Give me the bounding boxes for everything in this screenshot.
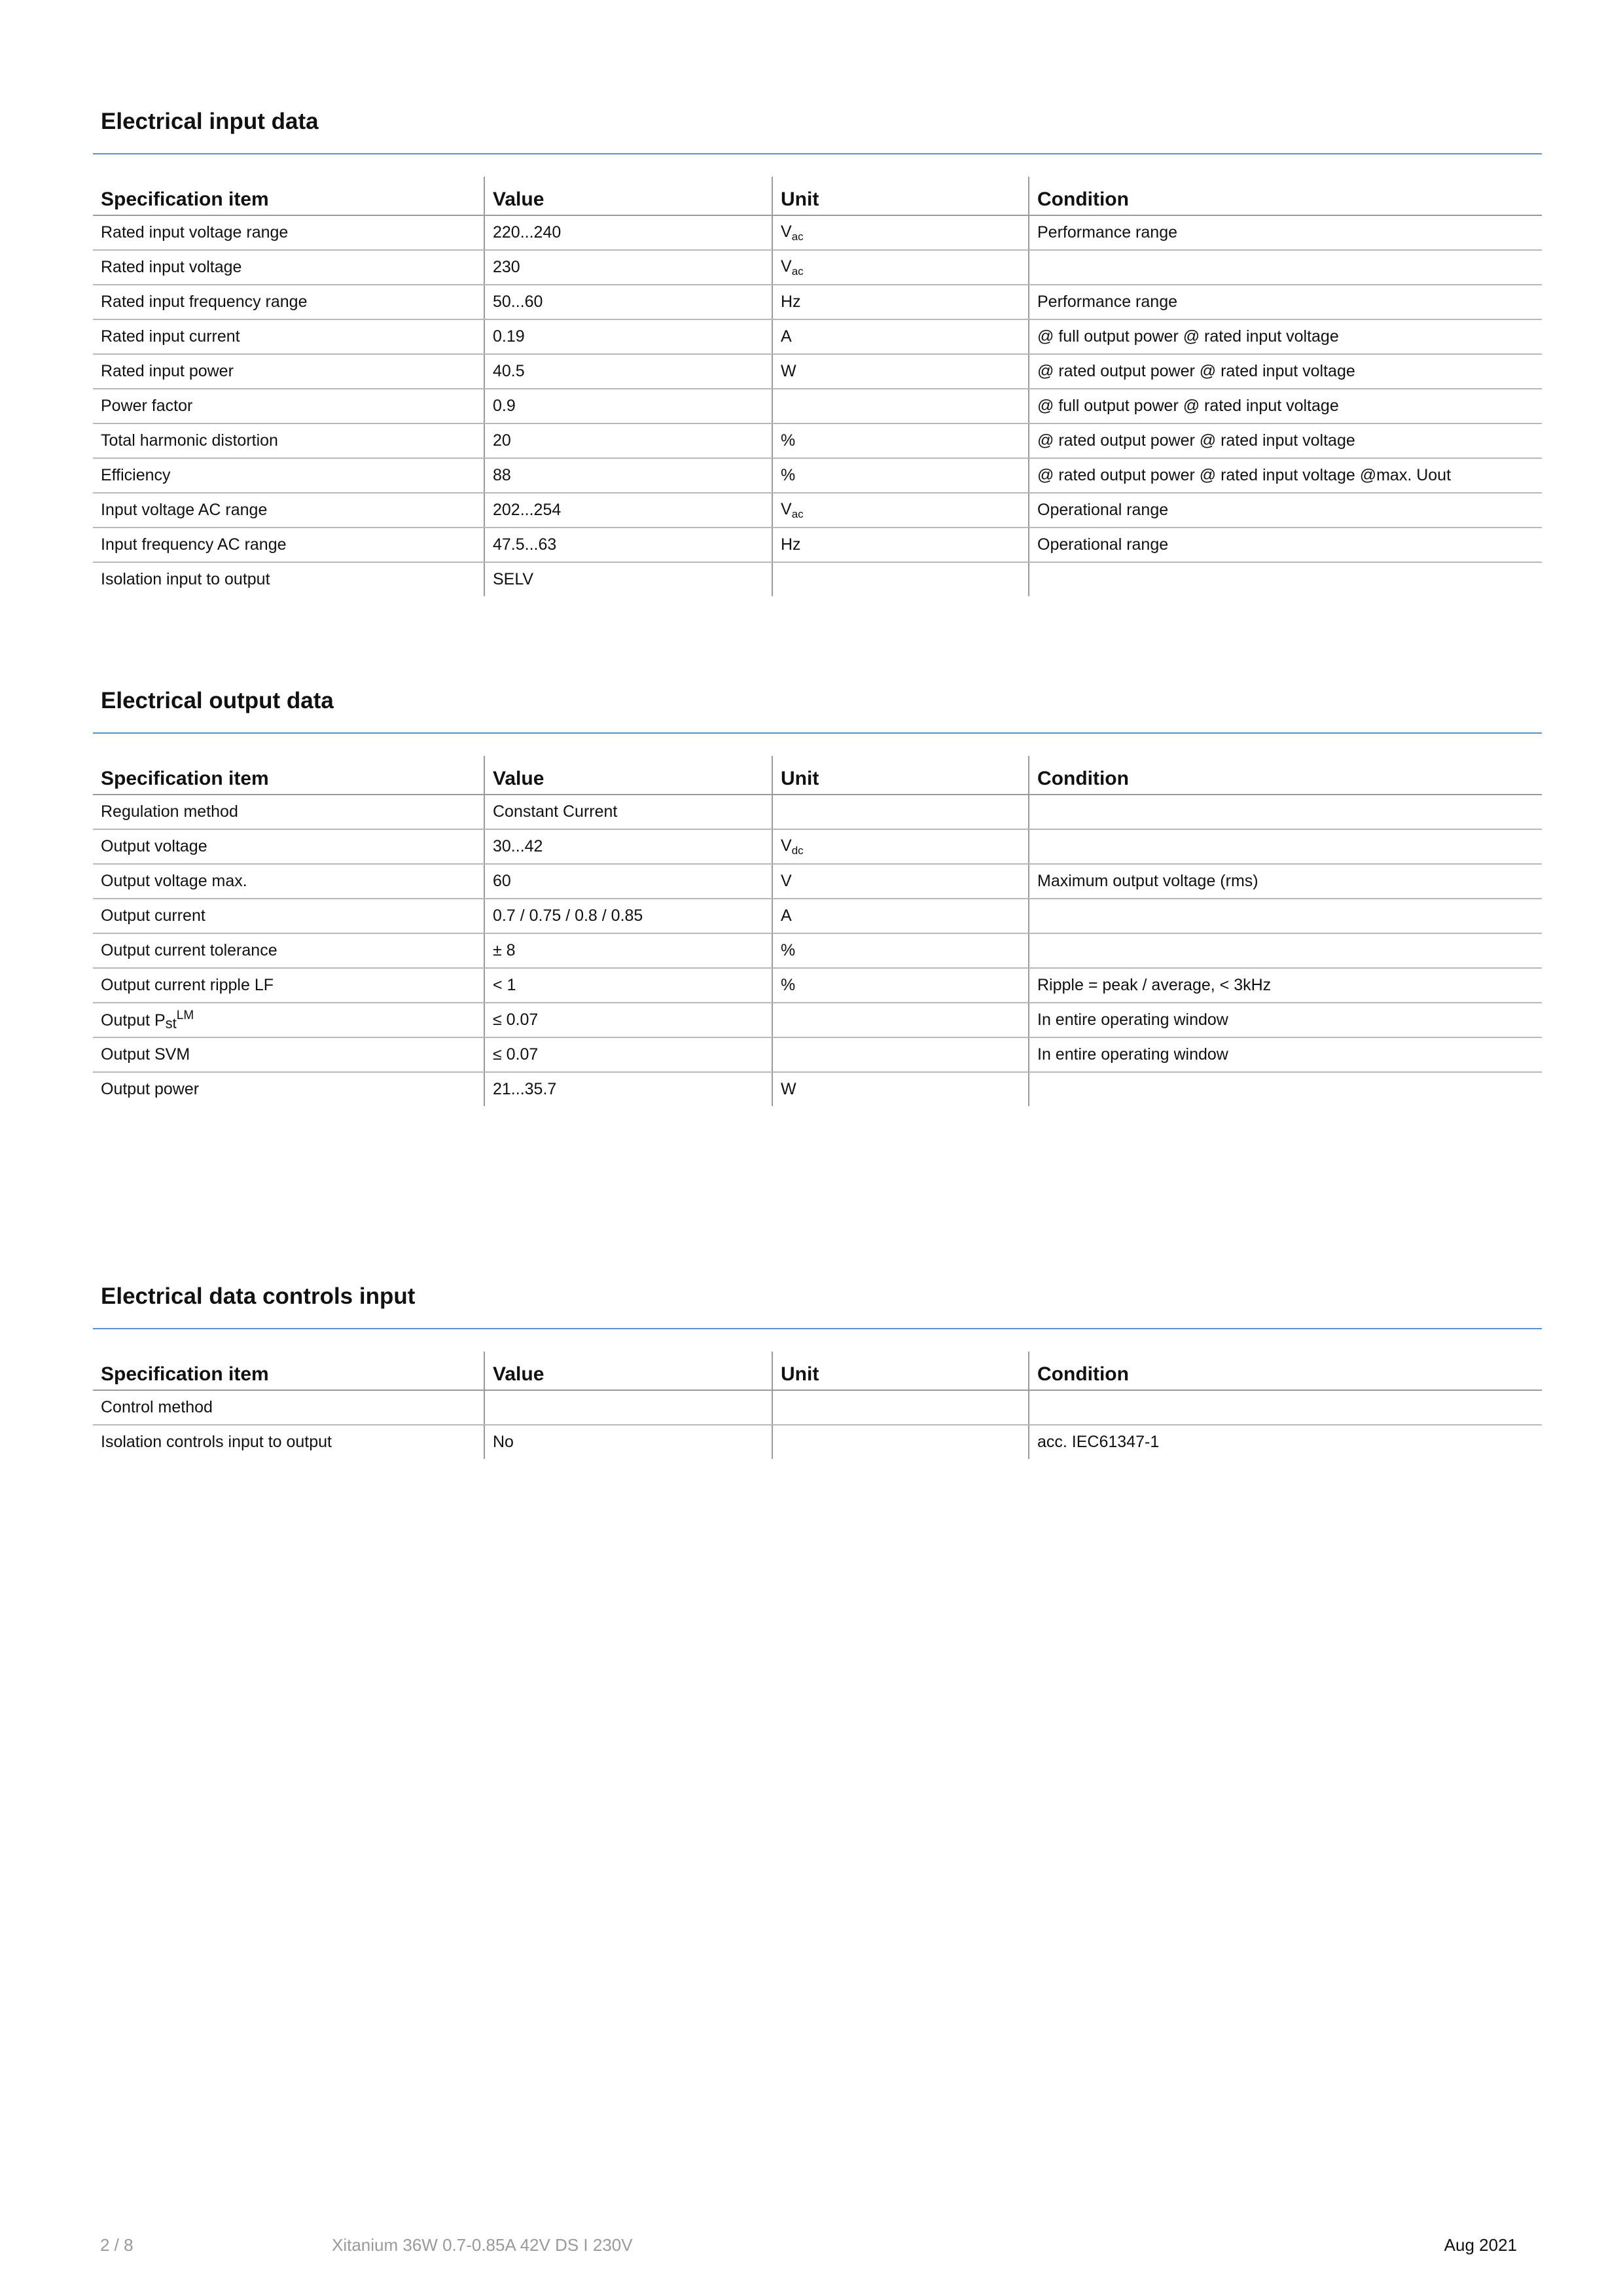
cell-value: ≤ 0.07 [484,1003,772,1037]
cell-value: 20 [484,423,772,458]
cell-condition: @ full output power @ rated input voltage [1029,389,1542,423]
spec-item-text: Control method [101,1398,213,1416]
cell-value: < 1 [484,968,772,1003]
unit-subscript: ac [791,230,804,243]
unit-symbol: V [781,222,792,241]
section-title: Electrical input data [101,109,319,134]
cell-unit [772,493,1029,528]
cell-condition [1029,795,1542,829]
spec-item-text: Rated input power [101,362,234,380]
cell-value: No [484,1425,772,1459]
cell-value: 0.9 [484,389,772,423]
table-row [93,795,1542,829]
cell-value: 47.5...63 [484,528,772,562]
cell-unit [772,528,1029,562]
table-row [93,458,1542,493]
cell-spec-item [93,968,484,1003]
cell-spec-item [93,319,484,354]
spec-item-text: Output current ripple LF [101,976,274,994]
cell-unit [772,795,1029,829]
cell-value [484,1390,772,1425]
unit-subscript: dc [791,844,804,857]
cell-condition: Performance range [1029,215,1542,250]
unit-symbol: V [781,257,792,276]
unit-symbol: % [781,431,796,450]
cell-unit [772,215,1029,250]
cell-condition [1029,1390,1542,1425]
header-spec-item: Specification item [93,1352,484,1390]
table-row [93,528,1542,562]
unit-symbol: V [781,836,792,855]
cell-condition: @ full output power @ rated input voltage [1029,319,1542,354]
cell-unit [772,562,1029,596]
cell-spec-item [93,528,484,562]
spec-item-superscript: LM [176,1008,194,1022]
table-row [93,1390,1542,1425]
cell-value: 50...60 [484,285,772,319]
cell-value: 88 [484,458,772,493]
unit-symbol: % [781,941,796,960]
spec-item-text: Isolation controls input to output [101,1433,332,1451]
table-row [93,319,1542,354]
page-number: 2 / 8 [100,2235,134,2255]
header-value: Value [484,1352,772,1390]
spec-item-text: Output power [101,1080,200,1098]
cell-unit [772,1003,1029,1037]
spec-item-text: Rated input frequency range [101,293,308,311]
unit-symbol: W [781,362,796,380]
cell-condition: Operational range [1029,528,1542,562]
cell-spec-item [93,423,484,458]
cell-condition: Operational range [1029,493,1542,528]
spec-item-text: Rated input current [101,327,240,346]
cell-spec-item [93,795,484,829]
cell-unit [772,389,1029,423]
spec-item-text: Efficiency [101,466,171,484]
spec-item-subscript: st [165,1014,177,1031]
header-value: Value [484,756,772,795]
table-header-row [93,1352,1542,1390]
spec-item-text: Power factor [101,397,193,415]
cell-spec-item [93,250,484,285]
cell-value: 0.19 [484,319,772,354]
cell-spec-item [93,899,484,933]
spec-item-text: Output voltage [101,837,207,855]
table-row [93,1072,1542,1106]
cell-unit [772,829,1029,864]
cell-condition: In entire operating window [1029,1003,1542,1037]
cell-value: 0.7 / 0.75 / 0.8 / 0.85 [484,899,772,933]
section-title: Electrical data controls input [101,1283,416,1309]
spec-item-text: Output P [101,1011,166,1030]
cell-condition: Maximum output voltage (rms) [1029,864,1542,899]
cell-spec-item [93,1072,484,1106]
unit-subscript: ac [791,264,804,278]
cell-condition [1029,1072,1542,1106]
unit-symbol: A [781,906,792,925]
cell-value: 202...254 [484,493,772,528]
cell-unit [772,968,1029,1003]
cell-condition: Performance range [1029,285,1542,319]
cell-spec-item [93,1037,484,1072]
spec-item-text: Output voltage max. [101,872,247,890]
cell-spec-item [93,1003,484,1037]
unit-symbol: V [781,499,792,518]
cell-spec-item [93,562,484,596]
section-title: Electrical output data [101,688,334,713]
cell-condition: Ripple = peak / average, < 3kHz [1029,968,1542,1003]
cell-value: 60 [484,864,772,899]
cell-spec-item [93,493,484,528]
table-header-row [93,177,1542,215]
cell-condition: In entire operating window [1029,1037,1542,1072]
spec-item-text: Regulation method [101,802,238,821]
table-row [93,423,1542,458]
product-name: Xitanium 36W 0.7-0.85A 42V DS I 230V [332,2235,633,2255]
header-condition: Condition [1029,756,1542,795]
cell-condition [1029,562,1542,596]
unit-symbol: V [781,872,792,890]
cell-spec-item [93,1425,484,1459]
unit-symbol: W [781,1080,796,1098]
header-unit: Unit [772,177,1029,215]
table-header-row [93,756,1542,795]
cell-unit [772,250,1029,285]
cell-unit [772,1037,1029,1072]
header-condition: Condition [1029,1352,1542,1390]
table-row [93,389,1542,423]
spec-item-text: Output current [101,906,205,925]
header-unit: Unit [772,756,1029,795]
cell-unit [772,864,1029,899]
section-divider [93,1328,1542,1329]
cell-spec-item [93,389,484,423]
cell-spec-item [93,829,484,864]
section-electrical-input [93,105,1542,602]
unit-symbol: A [781,327,792,346]
spec-item-text: Total harmonic distortion [101,431,278,450]
header-value: Value [484,177,772,215]
spec-table [93,177,1542,596]
section-controls-input [93,1280,1542,1489]
spec-item-text: Output current tolerance [101,941,277,960]
cell-condition: @ rated output power @ rated input voltage [1029,354,1542,389]
cell-value: 30...42 [484,829,772,864]
cell-spec-item [93,864,484,899]
cell-unit [772,1072,1029,1106]
table-row [93,1037,1542,1072]
cell-value: ± 8 [484,933,772,968]
cell-spec-item [93,458,484,493]
table-row [93,250,1542,285]
header-condition: Condition [1029,177,1542,215]
spec-item-text: Input voltage AC range [101,501,268,519]
cell-condition [1029,829,1542,864]
cell-condition: acc. IEC61347-1 [1029,1425,1542,1459]
table-row [93,215,1542,250]
cell-unit [772,899,1029,933]
cell-unit [772,933,1029,968]
cell-condition [1029,250,1542,285]
header-spec-item: Specification item [93,756,484,795]
section-electrical-output [93,684,1542,1129]
spec-table [93,756,1542,1106]
cell-unit [772,319,1029,354]
unit-symbol: % [781,976,796,994]
cell-unit [772,1425,1029,1459]
table-row [93,968,1542,1003]
cell-spec-item [93,1390,484,1425]
cell-condition [1029,933,1542,968]
spec-item-text: Rated input voltage range [101,223,289,242]
table-row [93,933,1542,968]
unit-subscript: ac [791,507,804,520]
table-row [93,1425,1542,1459]
cell-spec-item [93,285,484,319]
cell-condition [1029,899,1542,933]
table-row [93,285,1542,319]
cell-value: 220...240 [484,215,772,250]
cell-spec-item [93,354,484,389]
cell-value: 40.5 [484,354,772,389]
cell-condition: @ rated output power @ rated input voltage @max. Uout [1029,458,1542,493]
spec-item-text: Output SVM [101,1045,190,1064]
spec-table [93,1352,1542,1459]
cell-unit [772,1390,1029,1425]
cell-unit [772,423,1029,458]
cell-unit [772,285,1029,319]
table-row [93,899,1542,933]
unit-symbol: Hz [781,535,801,554]
table-row [93,493,1542,528]
unit-symbol: Hz [781,293,801,311]
spec-item-text: Rated input voltage [101,258,242,276]
header-unit: Unit [772,1352,1029,1390]
table-row [93,354,1542,389]
section-divider [93,153,1542,154]
table-row [93,1003,1542,1037]
cell-value: ≤ 0.07 [484,1037,772,1072]
spec-item-text: Input frequency AC range [101,535,287,554]
cell-unit [772,354,1029,389]
section-divider [93,732,1542,734]
document-date: Aug 2021 [1444,2235,1517,2255]
table-row [93,829,1542,864]
table-row [93,562,1542,596]
cell-spec-item [93,933,484,968]
cell-condition: @ rated output power @ rated input voltage [1029,423,1542,458]
spec-item-text: Isolation input to output [101,570,270,588]
cell-spec-item [93,215,484,250]
cell-value: SELV [484,562,772,596]
table-row [93,864,1542,899]
cell-value: 230 [484,250,772,285]
header-spec-item: Specification item [93,177,484,215]
unit-symbol: % [781,466,796,484]
cell-value: 21...35.7 [484,1072,772,1106]
cell-unit [772,458,1029,493]
cell-value: Constant Current [484,795,772,829]
